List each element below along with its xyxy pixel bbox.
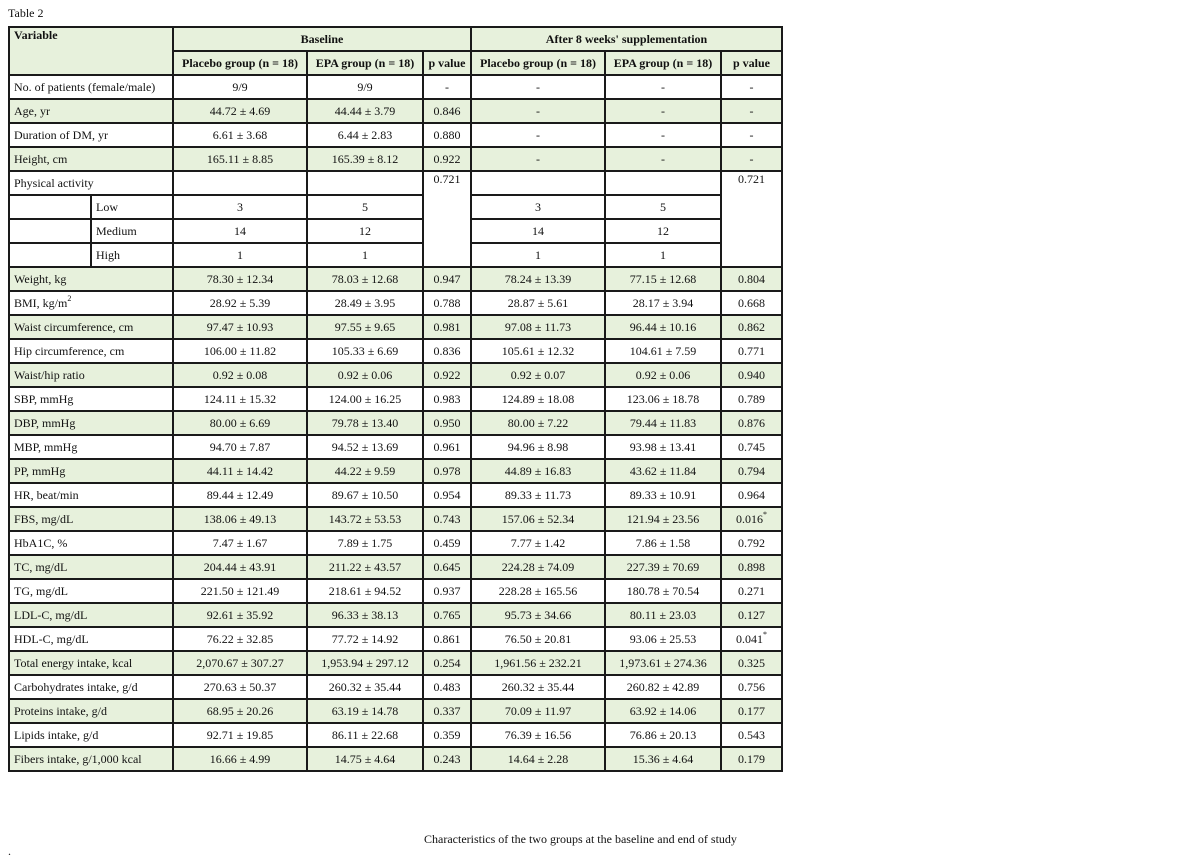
row-label-text: HbA1C, % (14, 535, 68, 550)
baseline-epa-cell: 0.92 ± 0.06 (307, 363, 423, 387)
baseline-p-cell: 0.950 (423, 411, 471, 435)
after-epa-cell (605, 171, 721, 195)
table-row (9, 723, 782, 747)
after-p-cell (721, 627, 782, 651)
baseline-placebo-cell: 14 (173, 219, 307, 243)
after-p-cell (721, 435, 782, 459)
baseline-placebo-cell: 92.71 ± 19.85 (173, 723, 307, 747)
after-placebo-cell: 260.32 ± 35.44 (471, 675, 605, 699)
header-after-epa: EPA group (n = 18) (605, 51, 721, 75)
baseline-p-cell: 0.983 (423, 387, 471, 411)
table-row (9, 387, 782, 411)
table-row (9, 411, 782, 435)
header-baseline: Baseline (173, 27, 471, 51)
table-row (9, 171, 782, 195)
baseline-p-cell: - (423, 75, 471, 99)
table-row (9, 627, 782, 651)
p-value-text: 0.177 (738, 703, 765, 718)
baseline-epa-cell: 78.03 ± 12.68 (307, 267, 423, 291)
baseline-epa-cell: 6.44 ± 2.83 (307, 123, 423, 147)
row-label-text: HDL-C, mg/dL (14, 631, 89, 646)
row-label: Age, yr (9, 99, 173, 123)
baseline-p-cell: 0.254 (423, 651, 471, 675)
after-placebo-cell: 0.92 ± 0.07 (471, 363, 605, 387)
header-after-placebo: Placebo group (n = 18) (471, 51, 605, 75)
row-label-text: HR, beat/min (14, 487, 79, 502)
baseline-p-cell: 0.459 (423, 531, 471, 555)
baseline-placebo-cell: 28.92 ± 5.39 (173, 291, 307, 315)
baseline-epa-cell: 96.33 ± 38.13 (307, 603, 423, 627)
after-placebo-cell: 157.06 ± 52.34 (471, 507, 605, 531)
after-p-cell (721, 267, 782, 291)
baseline-placebo-cell: 6.61 ± 3.68 (173, 123, 307, 147)
row-label (9, 291, 173, 315)
after-epa-cell: 63.92 ± 14.06 (605, 699, 721, 723)
baseline-placebo-cell: 16.66 ± 4.99 (173, 747, 307, 771)
baseline-placebo-cell: 76.22 ± 32.85 (173, 627, 307, 651)
after-p-cell: - (721, 123, 782, 147)
baseline-epa-cell: 63.19 ± 14.78 (307, 699, 423, 723)
after-epa-cell: 96.44 ± 10.16 (605, 315, 721, 339)
baseline-placebo-cell: 165.11 ± 8.85 (173, 147, 307, 171)
row-label (9, 435, 173, 459)
table-row (9, 483, 782, 507)
baseline-p-cell: 0.788 (423, 291, 471, 315)
baseline-placebo-cell: 270.63 ± 50.37 (173, 675, 307, 699)
baseline-placebo-cell: 94.70 ± 7.87 (173, 435, 307, 459)
after-placebo-cell: 1 (471, 243, 605, 267)
baseline-p-cell: 0.947 (423, 267, 471, 291)
row-label (9, 603, 173, 627)
header-after-p: p value (721, 51, 782, 75)
after-p-cell (721, 555, 782, 579)
p-value-text: 0.543 (738, 727, 765, 742)
row-label: Height, cm (9, 147, 173, 171)
after-p-cell (721, 507, 782, 531)
baseline-placebo-cell: 3 (173, 195, 307, 219)
baseline-placebo-cell: 68.95 ± 20.26 (173, 699, 307, 723)
baseline-placebo-cell: 89.44 ± 12.49 (173, 483, 307, 507)
baseline-placebo-cell: 9/9 (173, 75, 307, 99)
header-baseline-p: p value (423, 51, 471, 75)
baseline-placebo-cell: 221.50 ± 121.49 (173, 579, 307, 603)
table-row (9, 651, 782, 675)
row-label (9, 723, 173, 747)
row-label (9, 747, 173, 771)
p-value-text: 0.127 (738, 607, 765, 622)
p-value-text: 0.756 (738, 679, 765, 694)
p-value-text: 0.804 (738, 271, 765, 286)
after-epa-cell: 5 (605, 195, 721, 219)
table-row (9, 291, 782, 315)
table-row (9, 675, 782, 699)
row-label (9, 699, 173, 723)
p-value-text: 0.179 (738, 751, 765, 766)
header-baseline-placebo: Placebo group (n = 18) (173, 51, 307, 75)
after-placebo-cell: 105.61 ± 12.32 (471, 339, 605, 363)
table-row (9, 363, 782, 387)
baseline-p-cell: 0.743 (423, 507, 471, 531)
row-label-text: Waist circumference, cm (14, 319, 134, 334)
after-p-cell (721, 483, 782, 507)
table-row (9, 507, 782, 531)
after-epa-cell: 89.33 ± 10.91 (605, 483, 721, 507)
after-placebo-cell: 80.00 ± 7.22 (471, 411, 605, 435)
row-label-text: TC, mg/dL (14, 559, 68, 574)
after-placebo-cell: 228.28 ± 165.56 (471, 579, 605, 603)
row-label-text: LDL-C, mg/dL (14, 607, 88, 622)
baseline-placebo-cell: 106.00 ± 11.82 (173, 339, 307, 363)
after-p-cell (721, 411, 782, 435)
row-label (9, 579, 173, 603)
baseline-epa-cell: 14.75 ± 4.64 (307, 747, 423, 771)
row-sublabel: High (91, 243, 173, 267)
after-p-cell (721, 315, 782, 339)
after-epa-cell: - (605, 147, 721, 171)
after-placebo-cell: 44.89 ± 16.83 (471, 459, 605, 483)
baseline-epa-cell: 124.00 ± 16.25 (307, 387, 423, 411)
p-value-text: 0.041 (736, 631, 763, 646)
p-value-text: 0.789 (738, 391, 765, 406)
baseline-placebo-cell: 124.11 ± 15.32 (173, 387, 307, 411)
after-epa-cell: 227.39 ± 70.69 (605, 555, 721, 579)
header-baseline-epa: EPA group (n = 18) (307, 51, 423, 75)
baseline-p-cell: 0.337 (423, 699, 471, 723)
row-label-text: Waist/hip ratio (14, 367, 85, 382)
baseline-p-cell: 0.978 (423, 459, 471, 483)
row-label-text: Total energy intake, kcal (14, 655, 133, 670)
baseline-placebo-cell: 138.06 ± 49.13 (173, 507, 307, 531)
row-label (9, 651, 173, 675)
baseline-epa-cell: 28.49 ± 3.95 (307, 291, 423, 315)
table-row (9, 75, 782, 99)
p-value-text: 0.668 (738, 295, 765, 310)
after-placebo-cell: 14.64 ± 2.28 (471, 747, 605, 771)
after-placebo-cell: 76.50 ± 20.81 (471, 627, 605, 651)
after-placebo-cell: 124.89 ± 18.08 (471, 387, 605, 411)
after-epa-cell: 123.06 ± 18.78 (605, 387, 721, 411)
row-label (9, 627, 173, 651)
row-label-text: Lipids intake, g/d (14, 727, 99, 742)
after-epa-cell: 180.78 ± 70.54 (605, 579, 721, 603)
after-placebo-cell: 70.09 ± 11.97 (471, 699, 605, 723)
after-placebo-cell: - (471, 147, 605, 171)
row-label (9, 555, 173, 579)
p-value-text: 0.771 (738, 343, 765, 358)
baseline-epa-cell: 77.72 ± 14.92 (307, 627, 423, 651)
after-epa-cell: 93.98 ± 13.41 (605, 435, 721, 459)
characteristics-table (8, 26, 783, 772)
after-epa-cell: 15.36 ± 4.64 (605, 747, 721, 771)
after-epa-cell: - (605, 99, 721, 123)
baseline-placebo-cell (173, 171, 307, 195)
row-label-text: Weight, kg (14, 271, 67, 286)
after-placebo-cell: 14 (471, 219, 605, 243)
p-value-text: 0.016 (736, 511, 763, 526)
row-label: No. of patients (female/male) (9, 75, 173, 99)
after-placebo-cell: 95.73 ± 34.66 (471, 603, 605, 627)
table-label: Table 2 (8, 6, 44, 20)
after-placebo-cell: 3 (471, 195, 605, 219)
after-placebo-cell: - (471, 75, 605, 99)
baseline-epa-cell: 97.55 ± 9.65 (307, 315, 423, 339)
table-row (9, 747, 782, 771)
p-value-text: 0.792 (738, 535, 765, 550)
baseline-placebo-cell: 2,070.67 ± 307.27 (173, 651, 307, 675)
p-value-text: 0.876 (738, 415, 765, 430)
baseline-epa-cell: 218.61 ± 94.52 (307, 579, 423, 603)
row-label-text: Hip circumference, cm (14, 343, 125, 358)
after-p-cell (721, 747, 782, 771)
baseline-placebo-cell: 92.61 ± 35.92 (173, 603, 307, 627)
baseline-p-cell: 0.243 (423, 747, 471, 771)
after-placebo-cell (471, 171, 605, 195)
row-label (9, 531, 173, 555)
after-epa-cell: - (605, 123, 721, 147)
after-epa-cell: 93.06 ± 25.53 (605, 627, 721, 651)
baseline-epa-cell: 44.22 ± 9.59 (307, 459, 423, 483)
baseline-epa-cell: 5 (307, 195, 423, 219)
table-row (9, 195, 782, 219)
after-placebo-cell: 78.24 ± 13.39 (471, 267, 605, 291)
p-value-text: 0.964 (738, 487, 765, 502)
row-label (9, 459, 173, 483)
p-value-text: 0.271 (738, 583, 765, 598)
after-p-cell (721, 363, 782, 387)
after-epa-cell: 79.44 ± 11.83 (605, 411, 721, 435)
baseline-epa-cell: 211.22 ± 43.57 (307, 555, 423, 579)
indent-cell (9, 243, 91, 267)
baseline-p-cell: 0.836 (423, 339, 471, 363)
after-p-cell (721, 675, 782, 699)
table-row (9, 123, 782, 147)
after-p-cell (721, 531, 782, 555)
baseline-placebo-cell: 97.47 ± 10.93 (173, 315, 307, 339)
after-placebo-cell: 89.33 ± 11.73 (471, 483, 605, 507)
header-variable: Variable (9, 27, 173, 75)
after-p-cell (721, 603, 782, 627)
after-epa-cell: 121.94 ± 23.56 (605, 507, 721, 531)
table-row (9, 435, 782, 459)
baseline-epa-cell: 143.72 ± 53.53 (307, 507, 423, 531)
after-epa-cell: 104.61 ± 7.59 (605, 339, 721, 363)
row-label (9, 339, 173, 363)
table-row (9, 243, 782, 267)
baseline-placebo-cell: 80.00 ± 6.69 (173, 411, 307, 435)
row-label-text: SBP, mmHg (14, 391, 74, 406)
table-row (9, 459, 782, 483)
after-epa-cell: 1,973.61 ± 274.36 (605, 651, 721, 675)
table-row (9, 219, 782, 243)
after-p-cell (721, 291, 782, 315)
row-label (9, 363, 173, 387)
after-placebo-cell: 7.77 ± 1.42 (471, 531, 605, 555)
p-value-text: 0.325 (738, 655, 765, 670)
after-p-cell (721, 723, 782, 747)
baseline-epa-cell: 9/9 (307, 75, 423, 99)
baseline-p-cell: 0.922 (423, 147, 471, 171)
after-placebo-cell: 94.96 ± 8.98 (471, 435, 605, 459)
after-epa-cell: - (605, 75, 721, 99)
baseline-epa-cell: 86.11 ± 22.68 (307, 723, 423, 747)
row-label-text: Carbohydrates intake, g/d (14, 679, 138, 694)
baseline-p-cell: 0.937 (423, 579, 471, 603)
after-placebo-cell: 97.08 ± 11.73 (471, 315, 605, 339)
baseline-p-cell: 0.880 (423, 123, 471, 147)
significance-marker: * (763, 629, 767, 639)
indent-cell (9, 219, 91, 243)
table-row (9, 531, 782, 555)
baseline-placebo-cell: 0.92 ± 0.08 (173, 363, 307, 387)
after-epa-cell: 12 (605, 219, 721, 243)
after-placebo-cell: 28.87 ± 5.61 (471, 291, 605, 315)
table-caption: Characteristics of the two groups at the baseline and end of study (424, 832, 737, 846)
baseline-placebo-cell: 7.47 ± 1.67 (173, 531, 307, 555)
row-label-text: TG, mg/dL (14, 583, 68, 598)
baseline-epa-cell: 12 (307, 219, 423, 243)
row-label (9, 675, 173, 699)
after-epa-cell: 80.11 ± 23.03 (605, 603, 721, 627)
row-label (9, 315, 173, 339)
baseline-epa-cell: 165.39 ± 8.12 (307, 147, 423, 171)
after-p-cell (721, 339, 782, 363)
table-row (9, 147, 782, 171)
significance-marker: * (763, 509, 767, 519)
baseline-p-cell: 0.846 (423, 99, 471, 123)
baseline-p-cell: 0.483 (423, 675, 471, 699)
row-label: Physical activity (9, 171, 173, 195)
after-placebo-cell: - (471, 99, 605, 123)
indent-cell (9, 195, 91, 219)
baseline-epa-cell: 105.33 ± 6.69 (307, 339, 423, 363)
baseline-p-cell: 0.645 (423, 555, 471, 579)
header-after: After 8 weeks' supplementation (471, 27, 782, 51)
after-placebo-cell: 224.28 ± 74.09 (471, 555, 605, 579)
baseline-epa-cell: 7.89 ± 1.75 (307, 531, 423, 555)
after-placebo-cell: - (471, 123, 605, 147)
row-label-text: Proteins intake, g/d (14, 703, 107, 718)
baseline-epa-cell: 1,953.94 ± 297.12 (307, 651, 423, 675)
after-epa-cell: 1 (605, 243, 721, 267)
after-p-cell: - (721, 147, 782, 171)
row-label-text: Fibers intake, g/1,000 kcal (14, 751, 142, 766)
baseline-epa-cell: 89.67 ± 10.50 (307, 483, 423, 507)
baseline-p-cell: 0.981 (423, 315, 471, 339)
baseline-epa-cell: 79.78 ± 13.40 (307, 411, 423, 435)
baseline-p-cell: 0.922 (423, 363, 471, 387)
row-label-text: BMI, kg/m (14, 295, 68, 310)
table-row (9, 339, 782, 363)
after-epa-cell: 43.62 ± 11.84 (605, 459, 721, 483)
after-p-cell (721, 651, 782, 675)
row-label: Duration of DM, yr (9, 123, 173, 147)
baseline-p-cell: 0.765 (423, 603, 471, 627)
baseline-placebo-cell: 44.72 ± 4.69 (173, 99, 307, 123)
table-row (9, 99, 782, 123)
row-label-text: FBS, mg/dL (14, 511, 74, 526)
baseline-p-cell: 0.721 (423, 171, 471, 267)
after-epa-cell: 28.17 ± 3.94 (605, 291, 721, 315)
p-value-text: 0.862 (738, 319, 765, 334)
row-label (9, 411, 173, 435)
after-placebo-cell: 1,961.56 ± 232.21 (471, 651, 605, 675)
baseline-p-cell: 0.359 (423, 723, 471, 747)
after-epa-cell: 7.86 ± 1.58 (605, 531, 721, 555)
p-value-text: 0.794 (738, 463, 765, 478)
p-value-text: 0.940 (738, 367, 765, 382)
after-epa-cell: 76.86 ± 20.13 (605, 723, 721, 747)
baseline-placebo-cell: 1 (173, 243, 307, 267)
row-label-text: PP, mmHg (14, 463, 66, 478)
after-epa-cell: 260.82 ± 42.89 (605, 675, 721, 699)
row-label-text: MBP, mmHg (14, 439, 78, 454)
baseline-placebo-cell: 78.30 ± 12.34 (173, 267, 307, 291)
after-p-cell: - (721, 75, 782, 99)
after-p-cell (721, 459, 782, 483)
baseline-p-cell: 0.961 (423, 435, 471, 459)
row-label (9, 387, 173, 411)
baseline-p-cell: 0.954 (423, 483, 471, 507)
row-label-superscript: 2 (67, 293, 72, 303)
table-row (9, 699, 782, 723)
p-value-text: 0.898 (738, 559, 765, 574)
baseline-epa-cell: 260.32 ± 35.44 (307, 675, 423, 699)
after-epa-cell: 77.15 ± 12.68 (605, 267, 721, 291)
after-p-cell (721, 387, 782, 411)
row-sublabel: Medium (91, 219, 173, 243)
table-row (9, 579, 782, 603)
table-row (9, 555, 782, 579)
table-row (9, 267, 782, 291)
after-p-cell (721, 579, 782, 603)
after-placebo-cell: 76.39 ± 16.56 (471, 723, 605, 747)
baseline-epa-cell (307, 171, 423, 195)
baseline-epa-cell: 94.52 ± 13.69 (307, 435, 423, 459)
row-label-text: DBP, mmHg (14, 415, 76, 430)
after-p-cell (721, 699, 782, 723)
row-label (9, 483, 173, 507)
trailing-mark: . (8, 844, 11, 858)
baseline-epa-cell: 1 (307, 243, 423, 267)
p-value-text: 0.745 (738, 439, 765, 454)
table-row (9, 603, 782, 627)
baseline-p-cell: 0.861 (423, 627, 471, 651)
baseline-epa-cell: 44.44 ± 3.79 (307, 99, 423, 123)
after-epa-cell: 0.92 ± 0.06 (605, 363, 721, 387)
row-sublabel: Low (91, 195, 173, 219)
baseline-placebo-cell: 44.11 ± 14.42 (173, 459, 307, 483)
baseline-placebo-cell: 204.44 ± 43.91 (173, 555, 307, 579)
after-p-cell: - (721, 99, 782, 123)
table-row (9, 315, 782, 339)
after-p-cell: 0.721 (721, 171, 782, 267)
row-label (9, 507, 173, 531)
row-label (9, 267, 173, 291)
